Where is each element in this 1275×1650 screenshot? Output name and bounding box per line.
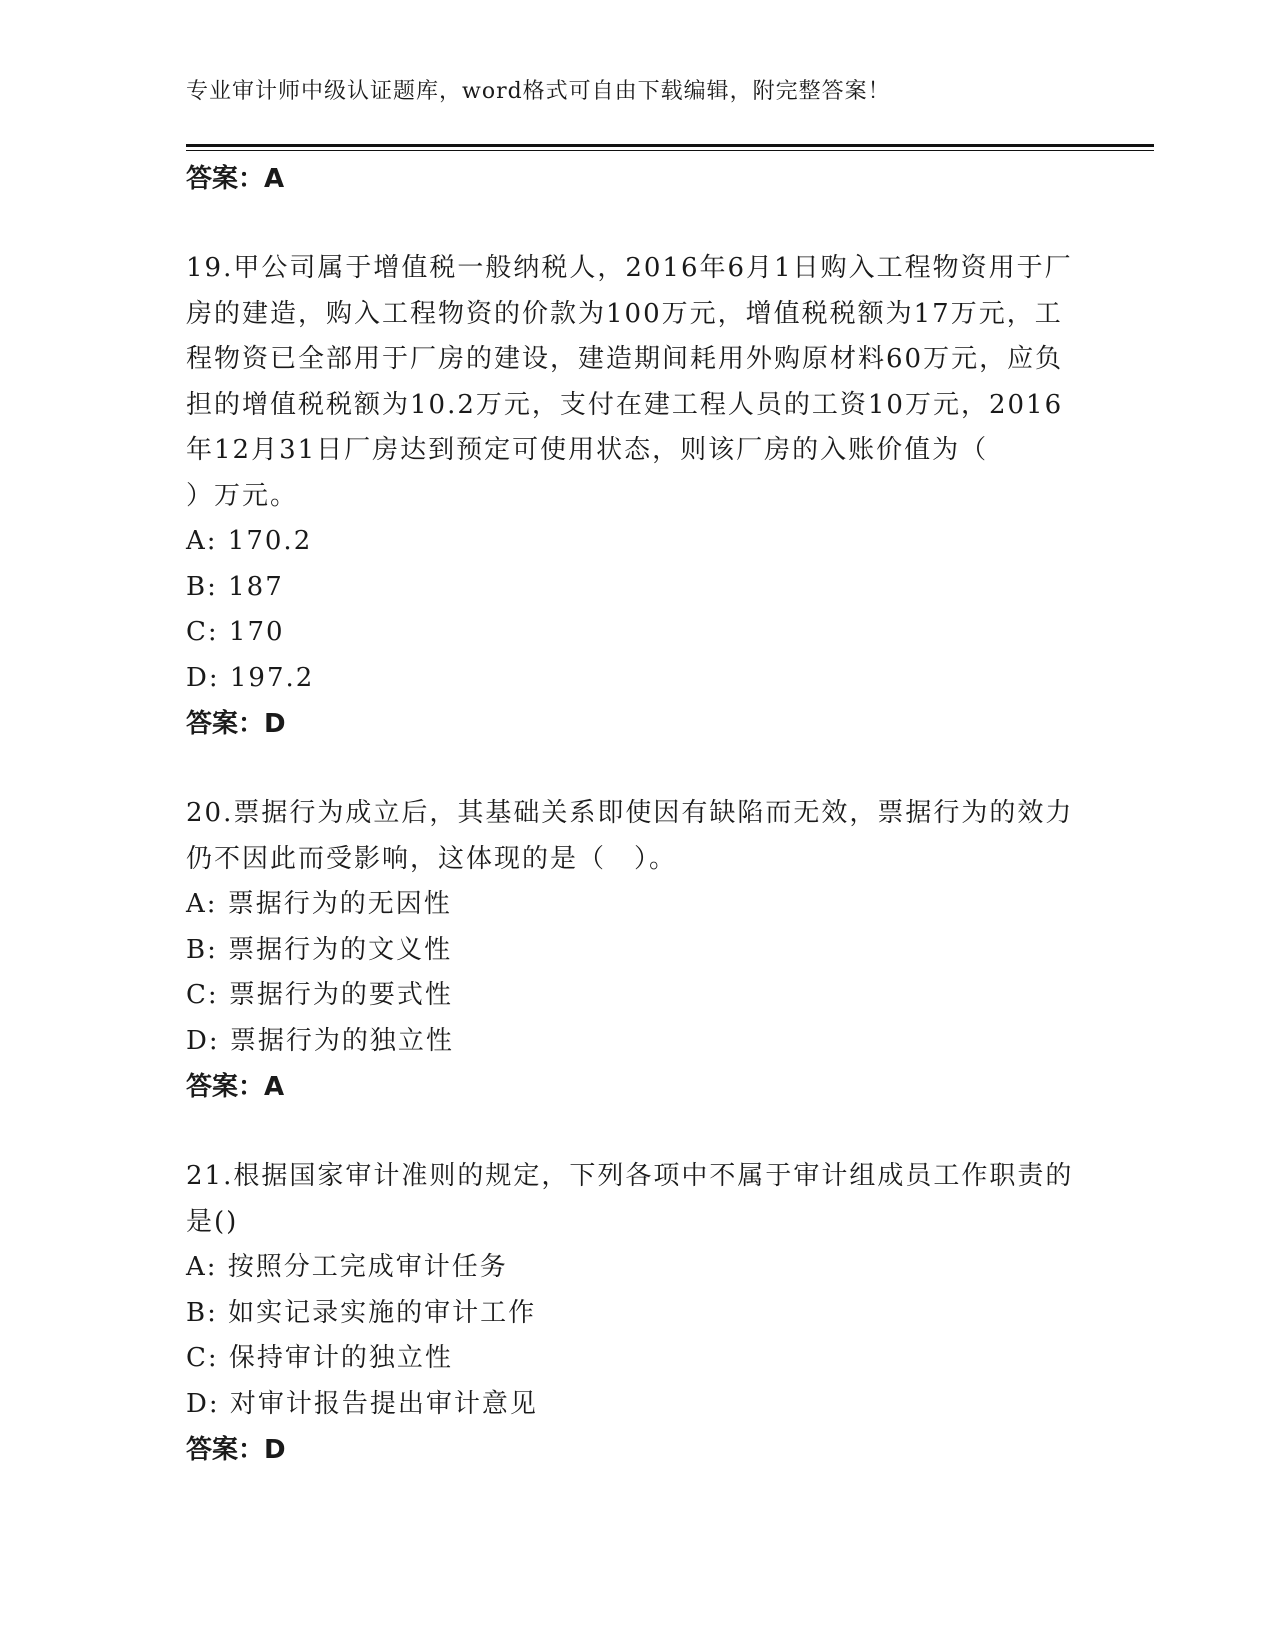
content [186,156,1086,1473]
question-stem: 20.票据行为成立后，其基础关系即使因有缺陷而无效，票据行为的效力仍不因此而受影响，这体现的是（ ）。 [186,798,1074,874]
option-d: D: 票据行为的独立性 [186,1025,454,1056]
question-stem: 21.根据国家审计准则的规定，下列各项中不属于审计组成员工作职责的是() [186,1161,1074,1237]
question-21 [186,1154,1086,1473]
question-stem: 19.甲公司属于增值税一般纳税人，2016年6月1日购入工程物资用于厂房的建造，购入工程物资的价款为100万元，增值税税额为17万元，工程物资已全部用于厂房的建设，建造期间耗用外购原材料60万元，应负担的增值税税额为10.2万元，支付在建工程人员的工资10万元，2016年12月31日厂房达到预定可使用状态，则该厂房的入账价值为（ ）万元。 [186,253,1073,511]
answer-line: 答案：D [186,1435,286,1465]
option-a: A: 按照分工完成审计任务 [186,1252,508,1282]
option-b: B: 187 [186,571,284,602]
option-b: B: 票据行为的文义性 [186,934,453,965]
header-rule-thick [186,144,1154,147]
header-rule-thin [186,150,1154,151]
option-c: C: 保持审计的独立性 [186,1343,453,1373]
option-a: A: 票据行为的无因性 [186,889,452,919]
option-b: B: 如实记录实施的审计工作 [186,1297,537,1328]
answer-line: 答案：D [186,709,286,739]
header-note: 专业审计师中级认证题库，word格式可自由下载编辑，附完整答案！ [186,79,891,104]
option-c: C: 170 [186,617,285,647]
answer-line: 答案：A [186,164,285,194]
question-20 [186,791,1086,1110]
option-d: D: 197.2 [186,662,315,693]
option-a: A: 170.2 [186,526,313,556]
option-d: D: 对审计报告提出审计意见 [186,1388,538,1419]
option-c: C: 票据行为的要式性 [186,980,453,1010]
answer-line: 答案：A [186,1072,285,1102]
question-19 [186,246,1086,747]
